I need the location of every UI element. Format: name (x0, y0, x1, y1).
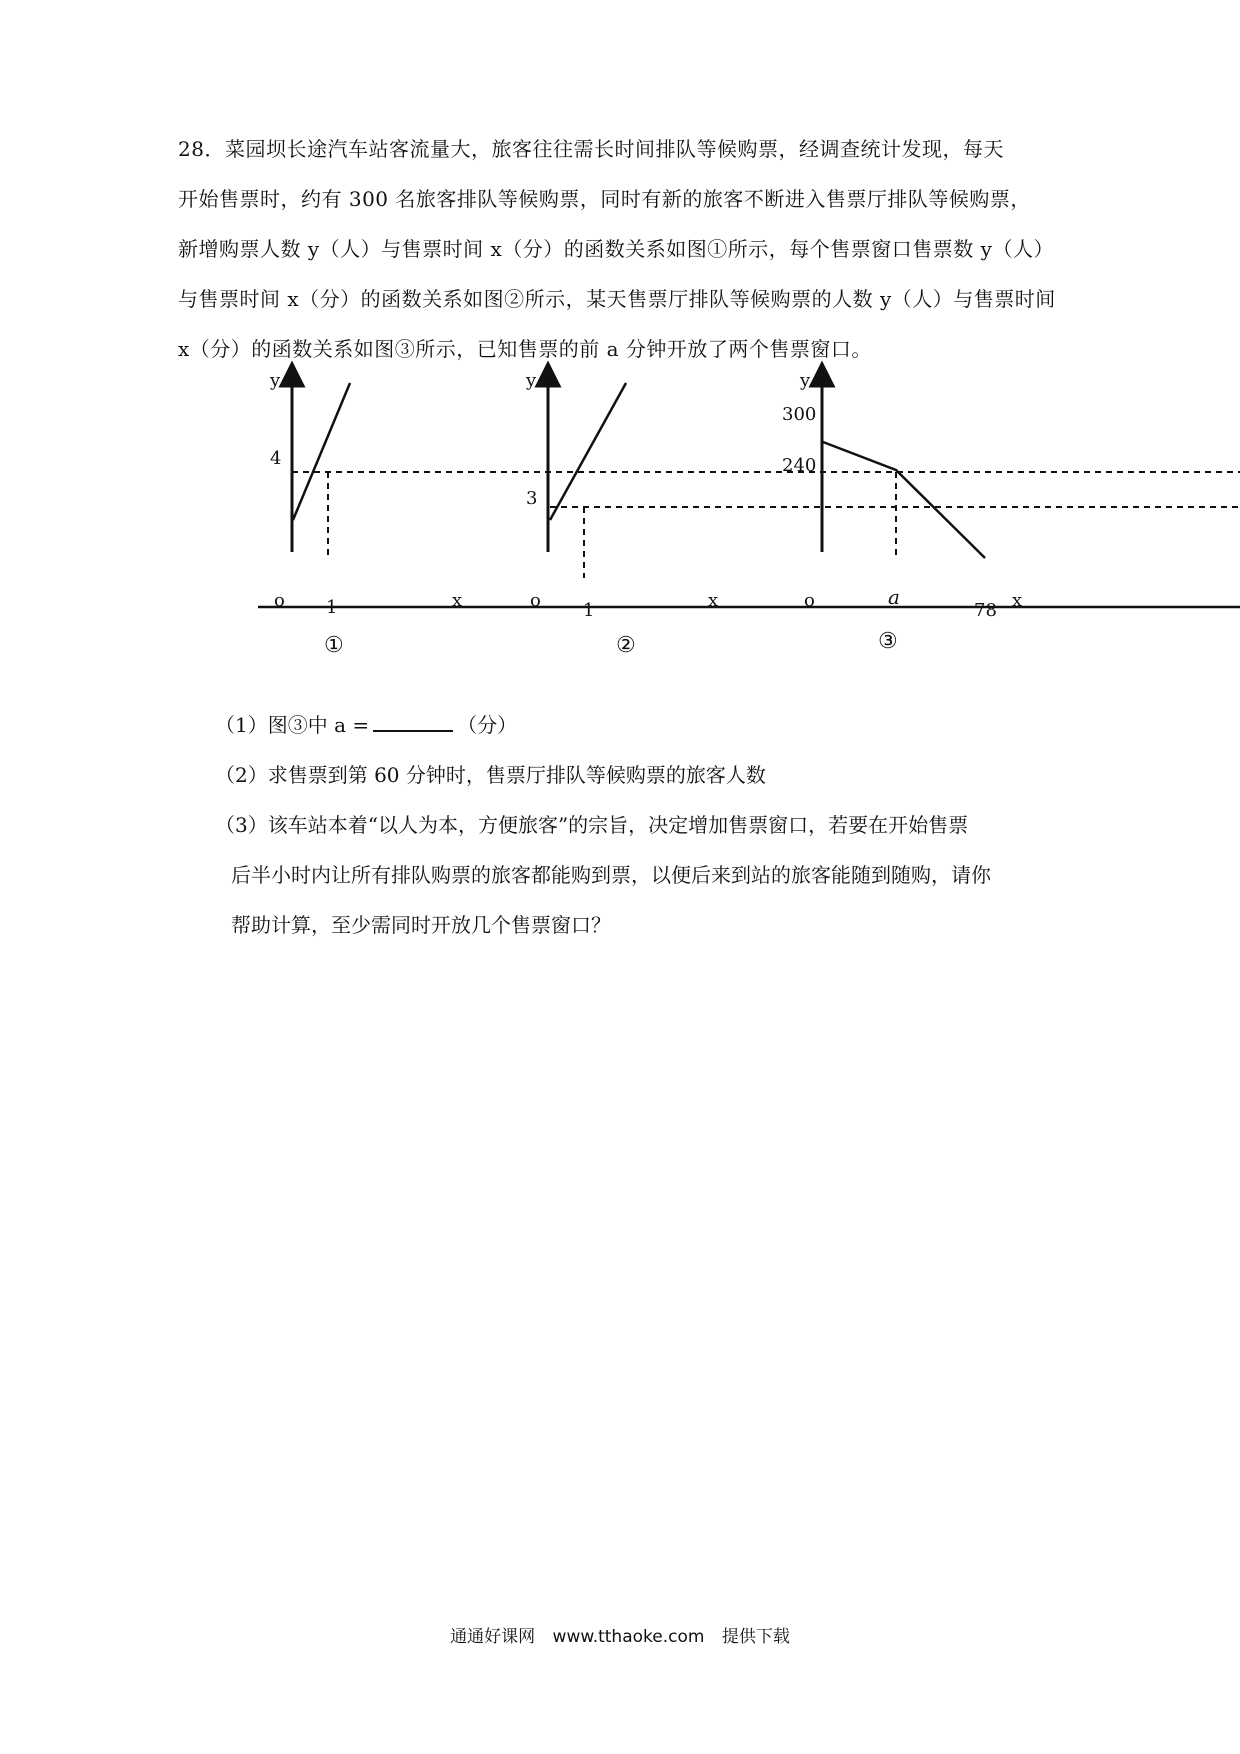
figure-2 (525, 370, 718, 658)
fig2-caption: ② (616, 633, 636, 658)
fig2-function-line (550, 383, 626, 520)
fig3-x-label: x (1012, 590, 1023, 611)
answer-blank[interactable] (373, 710, 453, 732)
fig2-y-label: y (526, 370, 537, 391)
page-footer (0, 1622, 1240, 1647)
question-2: （2）求售票到第 60 分钟时，售票厅排队等候购票的旅客人数 (215, 763, 766, 787)
fig3-function-line (823, 442, 985, 558)
fig1-caption: ① (324, 633, 344, 658)
footer-note: 提供下载 (721, 1627, 790, 1647)
question-1-suffix: （分） (457, 713, 518, 737)
problem-line-5: x（分）的函数关系如图③所示，已知售票的前 a 分钟开放了两个售票窗口。 (178, 337, 872, 361)
fig3-origin: o (804, 590, 815, 611)
fig3-caption: ③ (878, 629, 898, 654)
problem-line-4: 与售票时间 x（分）的函数关系如图②所示，某天售票厅排队等候购票的人数 y（人）与售票时间 (178, 287, 1056, 311)
function-graphs (0, 360, 1240, 670)
problem-line-1: 28．菜园坝长途汽车站客流量大，旅客往往需长时间排队等候购票，经调查统计发现，每天 (178, 137, 1004, 161)
fig3-y-label: y (800, 370, 811, 391)
figure-1 (269, 370, 462, 658)
fig1-origin: o (274, 590, 285, 611)
problem-line-2: 开始售票时，约有 300 名旅客排队等候购票，同时有新的旅客不断进入售票厅排队等候购票， (178, 187, 1031, 211)
fig2-y-tick: 3 (526, 488, 538, 509)
fig3-x-tick-78: 78 (974, 600, 997, 621)
fig1-y-label: y (270, 370, 281, 391)
question-3-line-3: 帮助计算，至少需同时开放几个售票窗口？ (231, 913, 611, 937)
question-3-line-1: （3）该车站本着“以人为本，方便旅客”的宗旨，决定增加售票窗口，若要在开始售票 (215, 813, 969, 837)
question-3-line-2: 后半小时内让所有排队购票的旅客都能购到票，以便后来到站的旅客能随到随购，请你 (231, 863, 991, 887)
fig3-y-tick-240: 240 (782, 455, 817, 476)
sub-questions (215, 700, 1075, 950)
problem-line-3: 新增购票人数 y（人）与售票时间 x（分）的函数关系如图①所示，每个售票窗口售票数 y（人） (178, 237, 1054, 261)
question-1-prefix: （1）图③中 a = (215, 713, 370, 737)
fig1-x-tick: 1 (326, 597, 338, 618)
fig2-x-tick: 1 (583, 600, 595, 621)
footer-site-name: 通通好课网 (450, 1627, 536, 1647)
fig1-y-tick: 4 (270, 448, 282, 469)
figure-3 (782, 370, 1022, 654)
footer-url[interactable]: www.tthaoke.com (552, 1627, 705, 1647)
problem-statement (178, 124, 1068, 374)
fig3-x-tick-a: a (888, 585, 900, 609)
fig3-y-tick-300: 300 (782, 404, 817, 425)
question-1 (215, 700, 1075, 750)
fig1-function-line (293, 383, 350, 520)
fig1-x-label: x (452, 590, 463, 611)
fig2-origin: o (530, 590, 541, 611)
fig2-x-label: x (708, 590, 719, 611)
